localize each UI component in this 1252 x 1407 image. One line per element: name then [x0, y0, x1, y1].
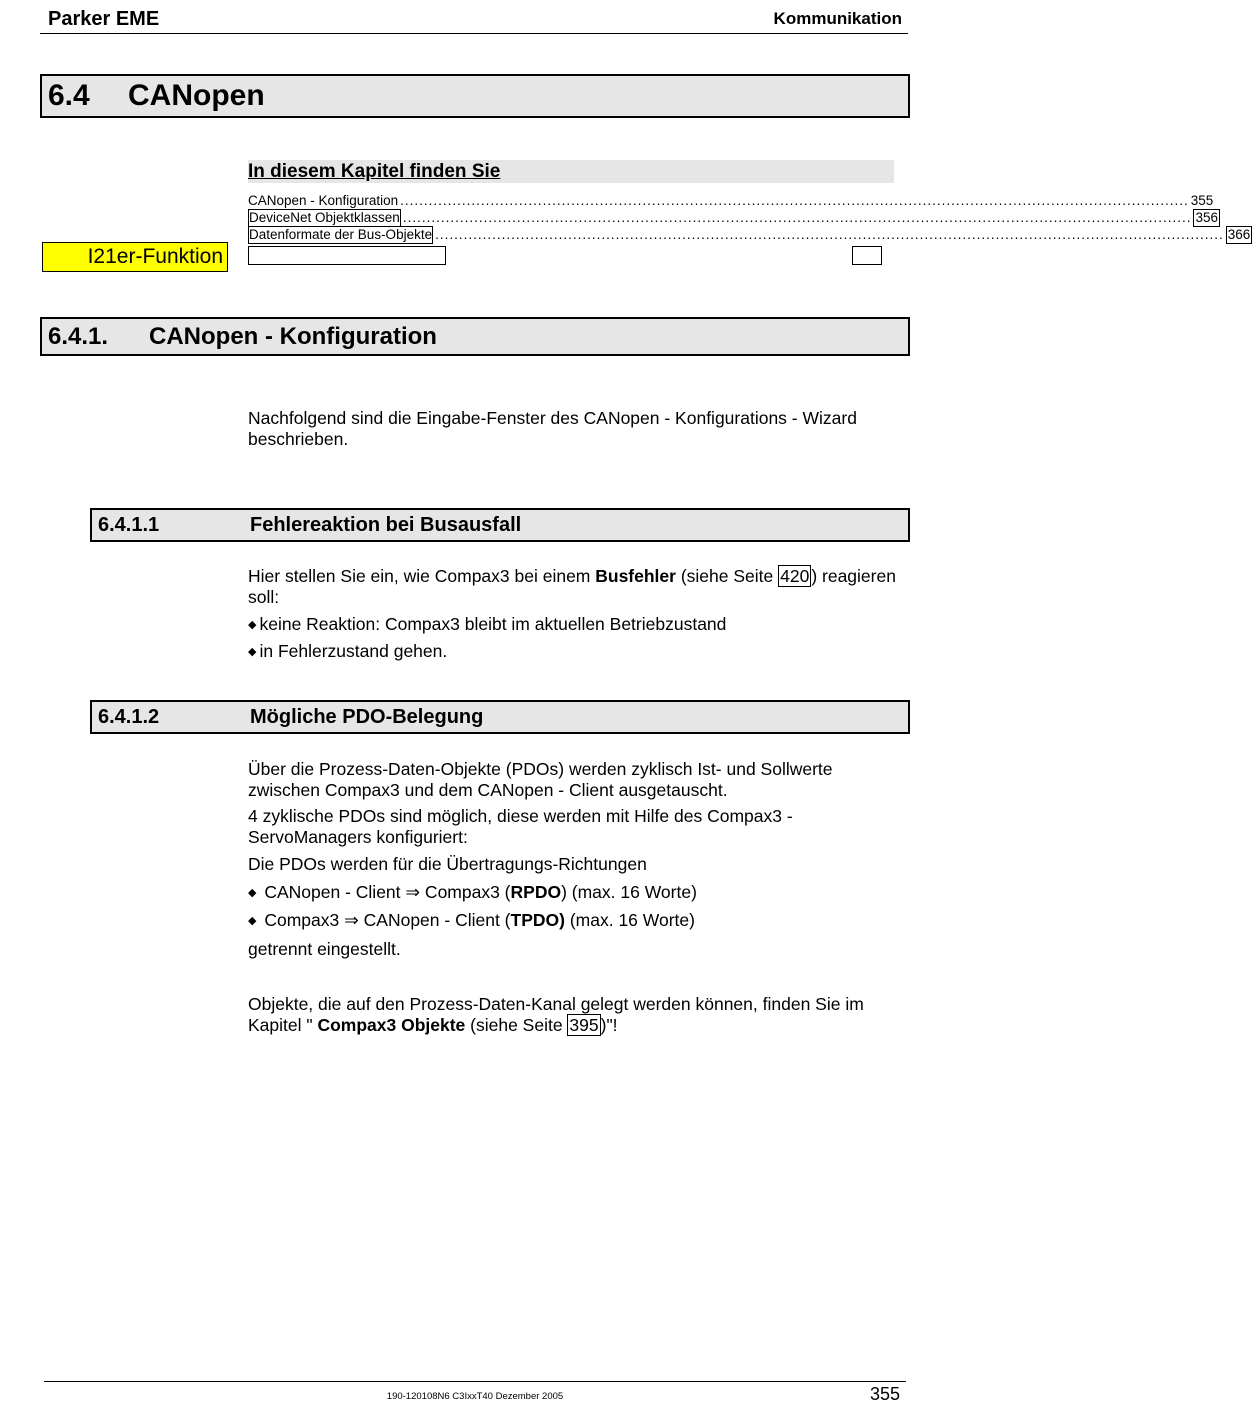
subsection-heading — [40, 317, 910, 356]
sub2-paragraph: Die PDOs werden für die Übertragungs-Richtungen — [248, 854, 647, 874]
subsection-number: 6.4.1. — [48, 322, 109, 350]
sub1-title: Fehlereaktion bei Busausfall — [250, 513, 522, 536]
sub2-heading — [90, 700, 910, 734]
header-company: Parker EME — [48, 8, 160, 30]
text: Compax3 ( — [420, 882, 511, 902]
text: Hier stellen Sie ein, wie Compax3 bei einem — [248, 566, 596, 586]
toc-entry-title[interactable]: CANopen - Konfiguration — [248, 193, 399, 208]
footer-divider — [44, 1381, 906, 1382]
bold-term: Compax3 Objekte — [317, 1015, 466, 1035]
sub2-paragraph: Über die Prozess-Daten-Objekte (PDOs) werden zyklisch Ist- und Sollwerte zwischen Compax3 und dem CANopen - Client ausgetauscht. — [248, 759, 833, 800]
bullet-item: ◆ in Fehlerzustand gehen. — [248, 641, 908, 665]
sub2-paragraph: 4 zyklische PDOs sind möglich, diese werden mit Hilfe des Compax3 - ServoManagers konfiguriert: — [248, 806, 793, 847]
text: CANopen - Client — [264, 882, 406, 902]
toc-entry-title[interactable]: DeviceNet Objektklassen — [249, 210, 400, 225]
toc-leader: ...................................................................................................................................................................... — [435, 227, 1224, 242]
function-marker: I21er-Funktion — [42, 242, 228, 272]
sub1-number: 6.4.1.1 — [98, 513, 160, 536]
sub1-heading — [90, 508, 910, 542]
sub2-paragraph — [248, 994, 898, 1036]
toc-empty-page-field — [852, 246, 882, 265]
text: Compax3 — [264, 910, 345, 930]
text: Objekte, die auf den Prozess-Daten-Kanal gelegt werden können, finden Sie im Kapitel " — [248, 994, 864, 1035]
toc-leader: ...................................................................................................................................................................... — [402, 210, 1192, 225]
text: ) (max. 16 Worte) — [561, 882, 697, 902]
bold-term: TPDO) — [510, 910, 565, 930]
toc-entry-page[interactable]: 356 — [1195, 210, 1218, 225]
subsection-title: CANopen - Konfiguration — [149, 322, 437, 350]
text: (siehe Seite — [465, 1015, 568, 1035]
text: (max. 16 Worte) — [564, 910, 695, 930]
bold-term: RPDO — [510, 882, 562, 902]
page-link[interactable]: 420 — [780, 566, 810, 586]
toc-empty-field — [248, 246, 446, 265]
toc-entry[interactable] — [248, 193, 1214, 209]
bullet-item — [248, 882, 908, 906]
sub2-number: 6.4.1.2 — [98, 705, 160, 728]
section-title: CANopen — [128, 79, 265, 112]
section-heading — [40, 74, 910, 118]
text: (siehe Seite — [675, 566, 779, 586]
header-chapter: Kommunikation — [773, 9, 902, 28]
toc-title: In diesem Kapitel finden Sie — [248, 160, 894, 183]
arrow-icon: ⇒ — [405, 882, 421, 902]
text: ) reagieren soll: — [248, 566, 896, 607]
bold-term: Busfehler — [595, 566, 676, 586]
bullet-item: ◆ keine Reaktion: Compax3 bleibt im aktuellen Betriebzustand — [248, 614, 908, 638]
toc-entry[interactable] — [248, 209, 1218, 225]
bullet-item — [248, 910, 908, 934]
sub1-paragraph — [248, 566, 908, 608]
toc-leader: ...................................................................................................................................................................... — [400, 193, 1189, 208]
page-link[interactable]: 395 — [569, 1015, 599, 1035]
footer-document-id: 190-120108N6 C3IxxT40 Dezember 2005 — [386, 1391, 564, 1402]
toc-entry-page[interactable]: 355 — [1190, 193, 1214, 208]
toc-entry[interactable] — [248, 226, 1251, 242]
sub2-paragraph: getrennt eingestellt. — [248, 939, 401, 959]
subsection-intro: Nachfolgend sind die Eingabe-Fenster des CANopen - Konfigurations - Wizard beschrieben. — [248, 408, 857, 449]
text: )"! — [600, 1015, 618, 1035]
arrow-icon: ⇒ — [344, 910, 359, 930]
sub2-title: Mögliche PDO-Belegung — [250, 705, 484, 728]
toc-entry-page[interactable]: 366 — [1227, 227, 1251, 242]
header-divider — [40, 33, 908, 34]
footer-page-number: 355 — [869, 1384, 900, 1404]
toc-entry-title[interactable]: Datenformate der Bus-Objekte — [249, 227, 433, 242]
section-number: 6.4 — [48, 79, 90, 112]
text: CANopen - Client ( — [358, 910, 511, 930]
